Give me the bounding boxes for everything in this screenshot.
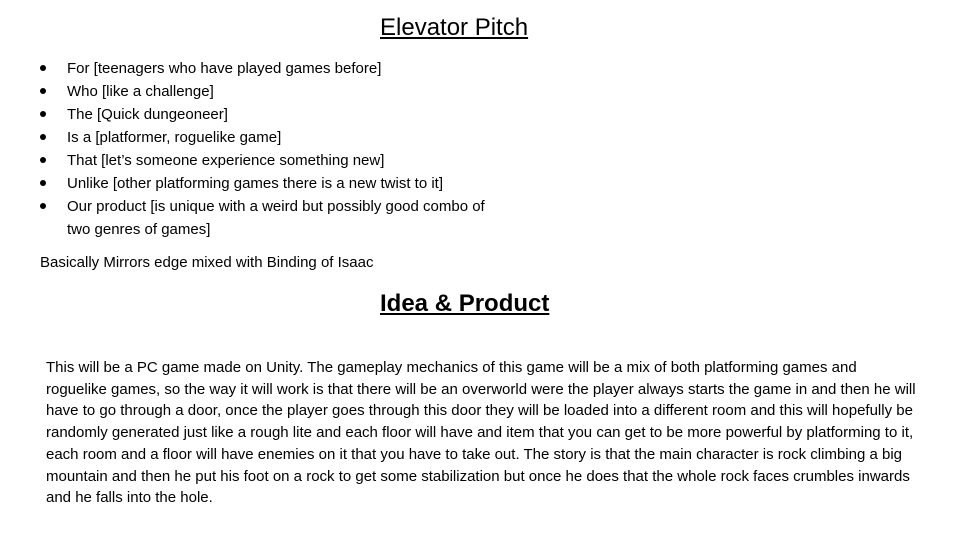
list-item <box>40 126 527 149</box>
bullet-text: Our product [is unique with a weird but possibly good combo of two genres of games] <box>67 198 485 238</box>
list-item <box>40 172 527 195</box>
bullet-icon <box>40 134 46 140</box>
list-item <box>40 80 527 103</box>
list-item <box>40 103 527 126</box>
bullet-text: Is a [platformer, roguelike game] <box>67 129 282 146</box>
bullet-text: Who [like a challenge] <box>67 83 214 100</box>
bullet-icon <box>40 88 46 94</box>
bullet-text: The [Quick dungeoneer] <box>67 106 228 123</box>
pitch-summary: Basically Mirrors edge mixed with Binding of Isaac <box>40 254 374 271</box>
bullet-icon <box>40 111 46 117</box>
pitch-bullet-list <box>40 57 527 241</box>
idea-product-heading: Idea & Product <box>380 290 550 317</box>
list-item <box>40 195 487 241</box>
bullet-icon <box>40 65 46 71</box>
bullet-icon <box>40 157 46 163</box>
bullet-icon <box>40 203 46 209</box>
idea-paragraph: This will be a PC game made on Unity. The gameplay mechanics of this game will be a mix of both platforming games and roguelike games, so the way it will work is that there will be an overworld were the player always starts the game in and then he will have to go through a door, once the player goes through this door they will be loaded into a different room and this will hopefully be randomly generated just like a rough lite and each floor will have and item that you can get to be more powerful by platforming to it, each room and a floor will have enemies on it that you have to take out. The story is that the main character is rock climbing a big mountain and then he put his foot on a rock to get some stabilization but once he does that the whole rock faces crumbles inwards and he falls into the hole. <box>46 359 916 507</box>
elevator-pitch-heading: Elevator Pitch <box>380 14 529 41</box>
bullet-icon <box>40 180 46 186</box>
bullet-text: That [let’s someone experience something new] <box>67 152 385 169</box>
list-item <box>40 57 527 80</box>
list-item <box>40 149 527 172</box>
bullet-text: Unlike [other platforming games there is a new twist to it] <box>67 175 443 192</box>
bullet-text: For [teenagers who have played games before] <box>67 60 382 77</box>
